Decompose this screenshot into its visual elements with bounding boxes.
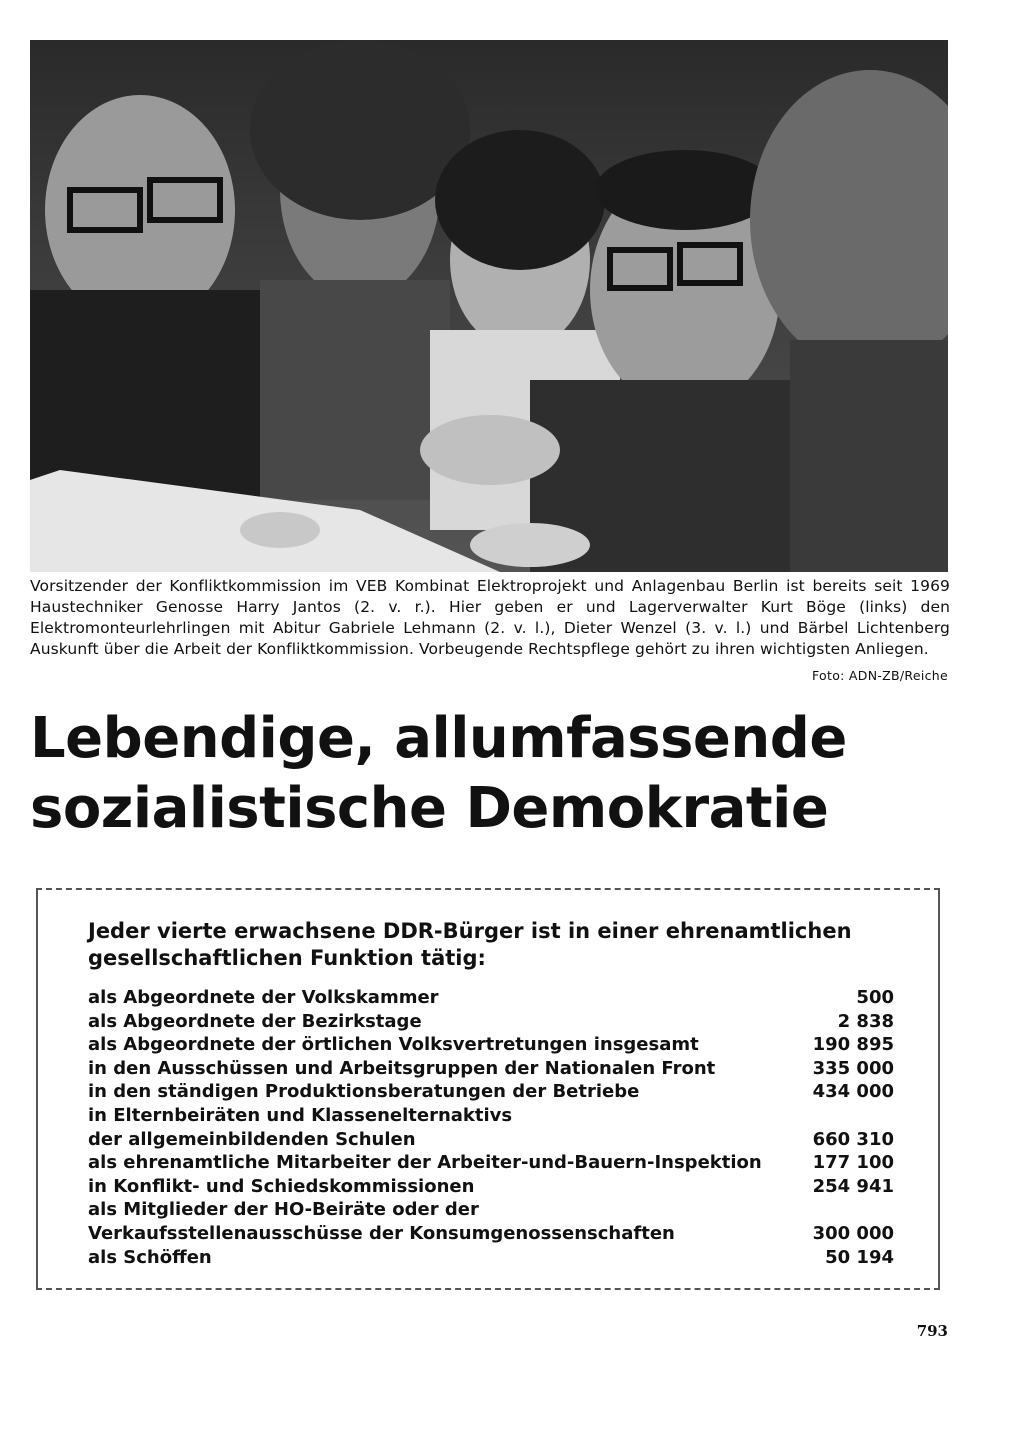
item-value: 190 895 — [812, 1034, 894, 1056]
photo-credit: Foto: ADN-ZB/Reiche — [812, 668, 948, 683]
page-number: 793 — [916, 1322, 948, 1340]
list-item — [88, 1080, 894, 1104]
item-label: als Schöffen — [88, 1246, 212, 1268]
photo-caption: Vorsitzender der Konfliktkommission im VEB Kombinat Elektroprojekt und Anlagenbau Berlin ist bereits seit 1969 Haustechniker Genosse Harry Jantos (2. v. r.). Hier geben er und Lagerverwalter Kurt Böge (links) den Elektromonteurlehrlingen mit Abitur Gabriele Lehmann (2. v. l.), Dieter Wenzel (3. v. l.) und Bärbel Lichtenberg Auskunft über die Arbeit der Konfliktkommission. Vorbeugende Rechtspflege gehört zu ihren wichtigsten Anliegen. — [30, 577, 950, 658]
item-label: in Elternbeiräten und Klassenelternaktivs — [88, 1104, 513, 1126]
item-label: als Mitglieder der HO-Beiräte oder der — [88, 1199, 479, 1221]
item-value: 434 000 — [812, 1081, 894, 1103]
list-item — [88, 1010, 894, 1034]
item-value: 2 838 — [837, 1010, 894, 1032]
list-item — [88, 1104, 894, 1128]
headline-line-1: Lebendige, allumfassende — [30, 706, 847, 771]
item-label: in den Ausschüssen und Arbeitsgruppen der Nationalen Front — [88, 1057, 716, 1079]
item-label: in Konflikt- und Schiedskommissionen — [88, 1175, 475, 1197]
headline-line-2: sozialistische Demokratie — [30, 776, 829, 841]
item-value — [794, 1104, 894, 1128]
group-photo — [30, 40, 948, 572]
list-item — [88, 1057, 894, 1081]
item-value: 660 310 — [812, 1128, 894, 1150]
statistics-box — [36, 888, 940, 1290]
group-photo-icon — [30, 40, 948, 572]
item-value: 300 000 — [812, 1222, 894, 1244]
list-item — [88, 1033, 894, 1057]
item-label: der allgemeinbildenden Schulen — [88, 1128, 416, 1150]
list-item — [88, 1128, 894, 1152]
statistics-list — [88, 986, 894, 1269]
item-value: 50 194 — [825, 1246, 894, 1268]
item-value — [794, 1198, 894, 1222]
item-value: 335 000 — [812, 1057, 894, 1079]
list-item — [88, 1198, 894, 1222]
item-label: als ehrenamtliche Mitarbeiter der Arbeiter-und-Bauern-Inspektion — [88, 1152, 762, 1174]
item-value: 177 100 — [812, 1152, 894, 1174]
item-value: 500 — [856, 987, 894, 1008]
list-item — [88, 1151, 894, 1175]
headline — [30, 704, 970, 844]
list-item — [88, 1175, 894, 1199]
item-label: als Abgeordnete der Bezirkstage — [88, 1010, 422, 1032]
item-label: als Abgeordnete der örtlichen Volksvertretungen insgesamt — [88, 1034, 699, 1056]
list-item — [88, 1246, 894, 1270]
item-label: in den ständigen Produktionsberatungen der Betriebe — [88, 1081, 640, 1103]
item-label: als Abgeordnete der Volkskammer — [88, 987, 439, 1008]
item-value: 254 941 — [812, 1175, 894, 1197]
statistics-intro: Jeder vierte erwachsene DDR-Bürger ist in einer ehrenamtlichen gesellschaftlichen Funktion tätig: — [88, 919, 852, 970]
list-item — [88, 986, 894, 1010]
list-item — [88, 1222, 894, 1246]
item-label: Verkaufsstellenausschüsse der Konsumgenossenschaften — [88, 1222, 675, 1244]
